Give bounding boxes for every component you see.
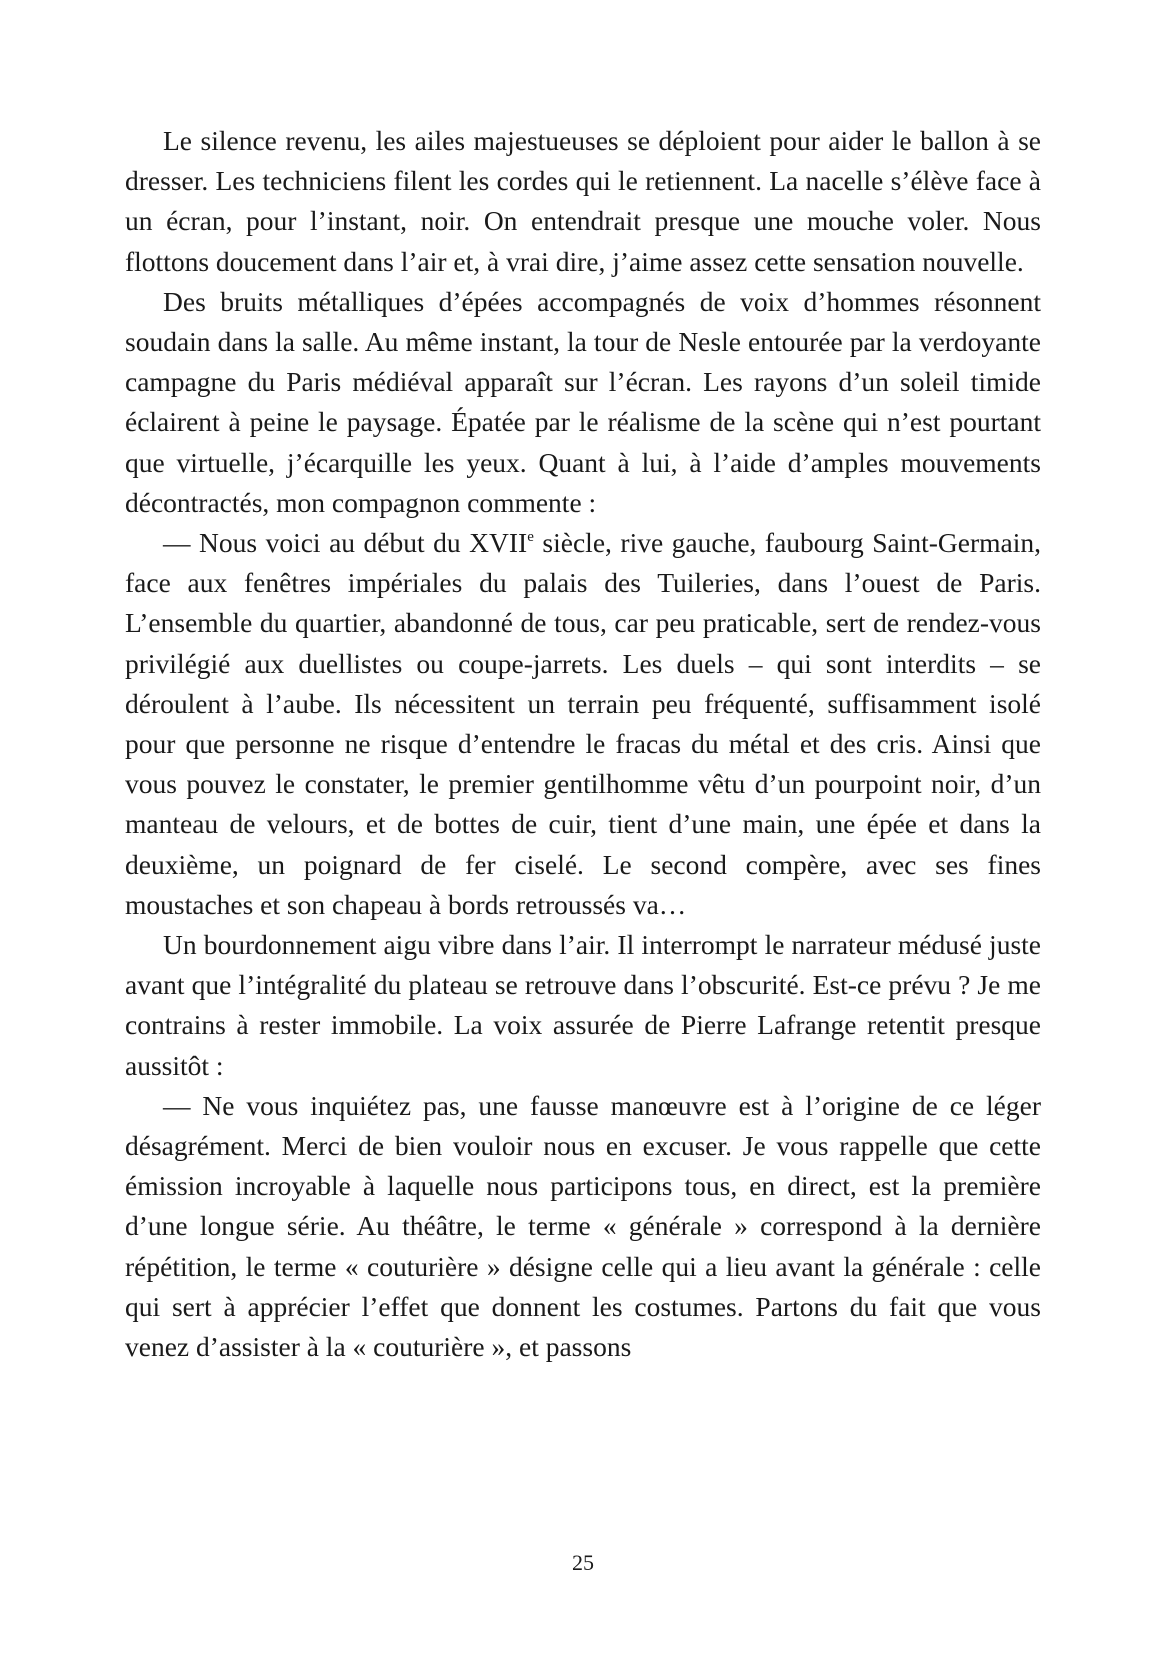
century-superscript: e [527,529,534,546]
paragraph-3 [125,523,1041,925]
paragraph-3-rest: siècle, rive gauche, faubourg Saint-Germain, face aux fenêtres impériales du palais des Tuileries, dans l’ouest de Paris. L’ensemble du quartier, abandonné de tous, car peu praticable, sert de rendez-vous privilégié aux duellistes ou coupe-jarrets. Les duels – qui sont interdits – se déroulent à l’aube. Ils nécessitent un terrain peu fréquenté, suffisamment isolé pour que personne ne risque d’entendre le fracas du métal et des cris. Ainsi que vous pouvez le constater, le premier gentilhomme vêtu d’un pourpoint noir, d’un manteau de velours, et de bottes de cuir, tient d’une main, une épée et dans la deuxième, un poignard de fer ciselé. Le second compère, avec ses fines moustaches et son chapeau à bords retroussés va… [125,527,1041,920]
page-body-text [125,121,1041,1367]
paragraph-4: Un bourdonnement aigu vibre dans l’air. Il interrompt le narrateur médusé juste avant que l’intégralité du plateau se retrouve dans l’obscurité. Est-ce prévu ? Je me contrains à rester immobile. La voix assurée de Pierre Lafrange retentit presque aussitôt : [125,929,1041,1081]
page-number: 25 [572,1550,594,1575]
paragraph-3-start: — Nous voici au début du XVII [163,527,528,559]
paragraph-2: Des bruits métalliques d’épées accompagnés de voix d’hommes résonnent soudain dans la salle. Au même instant, la tour de Nesle entourée par la verdoyante campagne du Paris médiéval apparaît sur l’écran. Les rayons d’un soleil timide éclairent à peine le paysage. Épatée par le réalisme de la scène qui n’est pourtant que virtuelle, j’écarquille les yeux. Quant à lui, à l’aide d’amples mouvements décontractés, mon compagnon commente : [125,285,1041,518]
paragraph-5: — Ne vous inquiétez pas, une fausse manœuvre est à l’origine de ce léger désagrément. Merci de bien vouloir nous en excuser. Je vous rappelle que cette émission incroyable à laquelle nous participons tous, en direct, est la première d’une longue série. Au théâtre, le terme « générale » correspond à la dernière répétition, le terme « couturière » désigne celle qui a lieu avant la générale : celle qui sert à apprécier l’effet que donnent les costumes. Partons du fait que vous venez d’assister à la « couturière », et passons [125,1089,1041,1363]
paragraph-1: Le silence revenu, les ailes majestueuses se déploient pour aider le ballon à se dresser. Les techniciens filent les cordes qui le retiennent. La nacelle s’élève face à un écran, pour l’instant, noir. On entendrait presque une mouche voler. Nous flottons doucement dans l’air et, à vrai dire, j’aime assez cette sensation nouvelle. [125,125,1041,277]
